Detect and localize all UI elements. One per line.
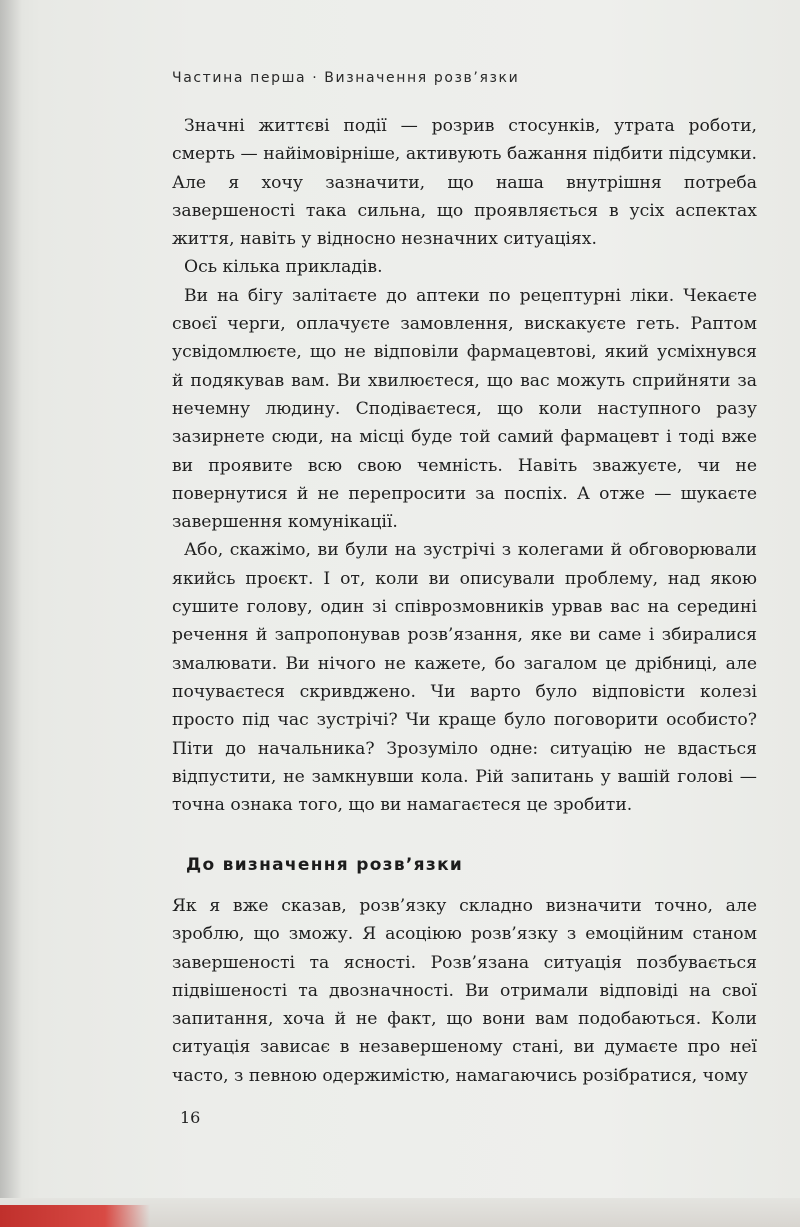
body-text-bottom (172, 892, 757, 1090)
running-head: Частина перша · Визначення розв’язки (172, 70, 520, 86)
page-number: 16 (180, 1108, 201, 1127)
body-text-top (172, 112, 757, 819)
paragraph: Як я вже сказав, розв’язку складно визначити точно, але зроблю, що зможу. Я асоціюю розв’язку з емоційним станом завершеності та ясності. Розв’язана ситуація позбувається підвішеності та двозначності. Ви отримали відповіді на свої запитання, хоча й не факт, що вони вам подобаються. Коли ситуація зависає в незавершеному стані, ви думаєте про неї часто, з певною одержимістю, намагаючись розібратися, чому (172, 896, 757, 1086)
paragraph: Ось кілька прикладів. (184, 257, 383, 278)
paragraph: Ви на бігу залітаєте до аптеки по рецептурні ліки. Чекаєте своєї черги, оплачуєте замовлення, вискакуєте геть. Раптом усвідомлюєте, що не відповіли фармацевтові, який усміхнувся й подякував вам. Ви хвилюєтеся, що вас можуть сприйняти за нечемну людину. Сподіваєтеся, що коли наступного разу зазирнете сюди, на місці буде той самий фармацевт і тоді вже ви проявите всю свою чемність. Навіть зважуєте, чи не повернутися й не перепросити за поспіх. А отже — шукаєте завершення комунікації. (172, 285, 757, 533)
page-binding-shadow (0, 0, 22, 1227)
red-bookmark-strip (0, 1205, 150, 1227)
section-heading: До визначення розв’язки (186, 855, 464, 875)
paragraph: Значні життєві події — розрив стосунків, утрата роботи, смерть — найімовірніше, активують бажання підбити підсумки. Але я хочу зазначити, що наша внутрішня потреба завершеності така сильна, що проявляється в усіх аспектах життя, навіть у відносно незначних ситуаціях. (172, 116, 757, 250)
paragraph: Або, скажімо, ви були на зустрічі з колегами й обговорювали якийсь проєкт. І от, коли ви описували проблему, над якою сушите голову, один зі співрозмовників урвав вас на середині речення й запропонував розв’язання, яке ви саме і збиралися змалювати. Ви нічого не кажете, бо загалом це дрібниці, але почуваєтеся скривджено. Чи варто було відповісти колезі просто під час зустрічі? Чи краще було поговорити особисто? Піти до начальника? Зрозуміло одне: ситуацію не вдасться відпустити, не замкнувши кола. Рій запитань у вашій голові — точна ознака того, що ви намагаєтеся це зробити. (172, 540, 757, 816)
